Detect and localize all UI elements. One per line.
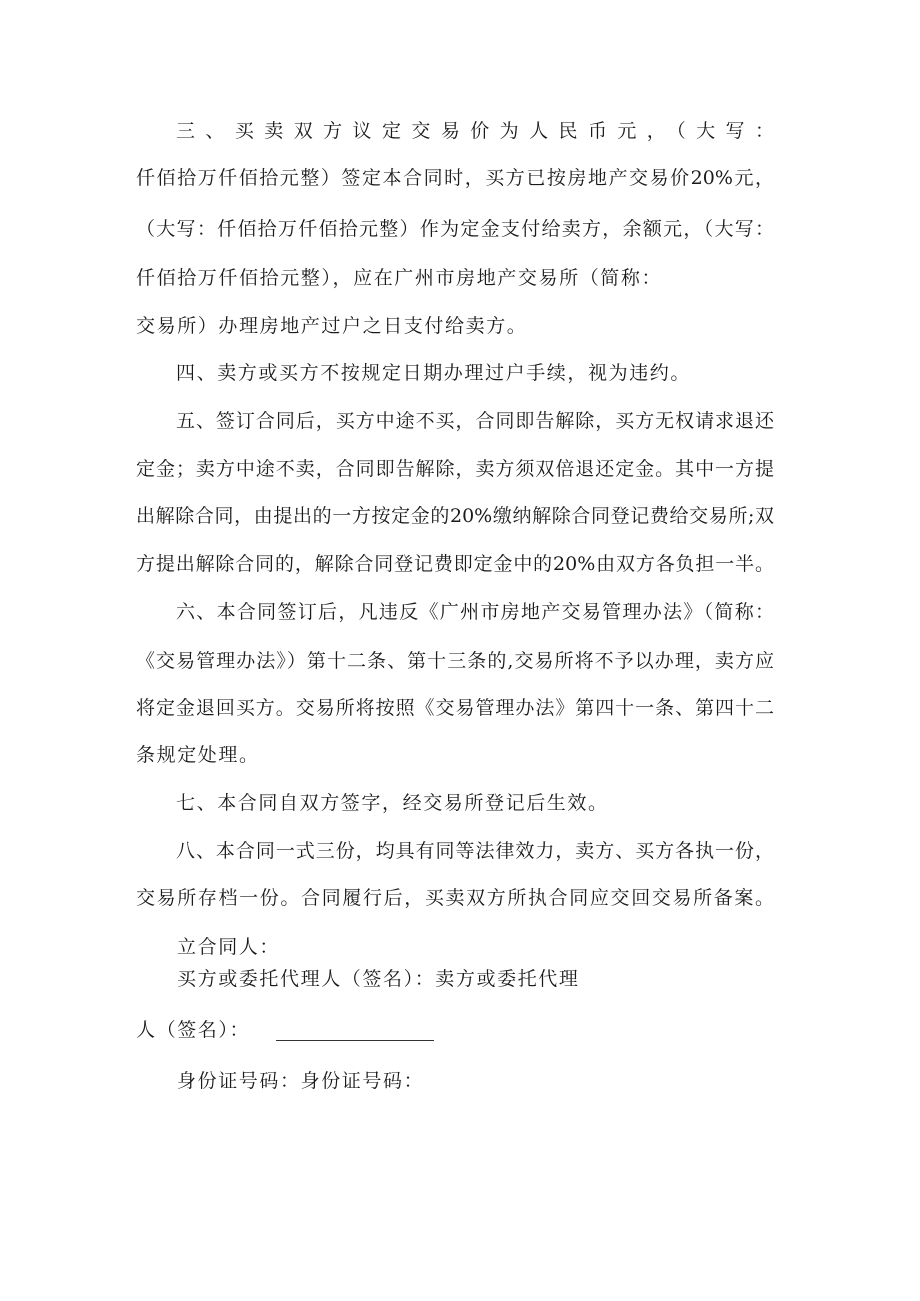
- clause-3-line-4: 仟佰拾万仟佰拾元整），应在广州市房地产交易所（简称：: [136, 267, 663, 289]
- signature-blank: [276, 1022, 434, 1041]
- clause-8-line-1: 八、本合同一式三份，均具有同等法律效力，卖方、买方各执一份，: [176, 840, 774, 862]
- agent-signature-line-cont: [136, 1018, 434, 1042]
- clause-6-line-2: 《交易管理办法》）第十二条、第十三条的,交易所将不予以办理，卖方应: [136, 650, 774, 672]
- clause-6-line-3: 将定金退回买方。交易所将按照《交易管理办法》第四十一条、第四十二: [136, 697, 774, 719]
- clause-6-line-1: 六、本合同签订后，凡违反《广州市房地产交易管理办法》（简称：: [176, 601, 774, 623]
- parties-label: 立合同人：: [177, 936, 281, 958]
- clause-3-line-2: 仟佰拾万仟佰拾元整）签定本合同时，买方已按房地产交易价20%元，: [136, 167, 774, 189]
- clause-5-line-1: 五、签订合同后，买方中途不买，合同即告解除，买方无权请求退还: [176, 410, 774, 432]
- agent-signature-line: 买方或委托代理人（签名）：卖方或委托代理: [177, 968, 580, 990]
- agent-signature-label: 人（签名）：: [136, 1019, 251, 1041]
- clause-5-line-3: 出解除合同，由提出的一方按定金的20%缴纳解除合同登记费给交易所;双: [136, 505, 774, 527]
- clause-5-line-2: 定金；卖方中途不卖，合同即告解除，卖方须双倍退还定金。其中一方提: [136, 458, 774, 480]
- clause-7-line-1: 七、本合同自双方签字，经交易所登记后生效。: [176, 792, 609, 814]
- id-number-line: 身份证号码：身份证号码：: [177, 1070, 425, 1092]
- clause-8-line-2: 交易所存档一份。合同履行后，买卖双方所执合同应交回交易所备案。: [136, 887, 774, 909]
- clause-4-line-1: 四、卖方或买方不按规定日期办理过户手续，视为违约。: [176, 362, 692, 384]
- clause-5-line-4: 方提出解除合同的，解除合同登记费即定金中的20%由双方各负担一半。: [136, 553, 774, 575]
- clause-6-line-4: 条规定处理。: [136, 744, 260, 766]
- clause-3-line-5: 交易所）办理房地产过户之日支付给卖方。: [136, 315, 528, 337]
- clause-3-line-3: （大写：仟佰拾万仟佰拾元整）作为定金支付给卖方，余额元，（大写：: [136, 218, 774, 240]
- clause-3-line-1: 三、买卖双方议定交易价为人民币元，（大写：: [176, 120, 774, 142]
